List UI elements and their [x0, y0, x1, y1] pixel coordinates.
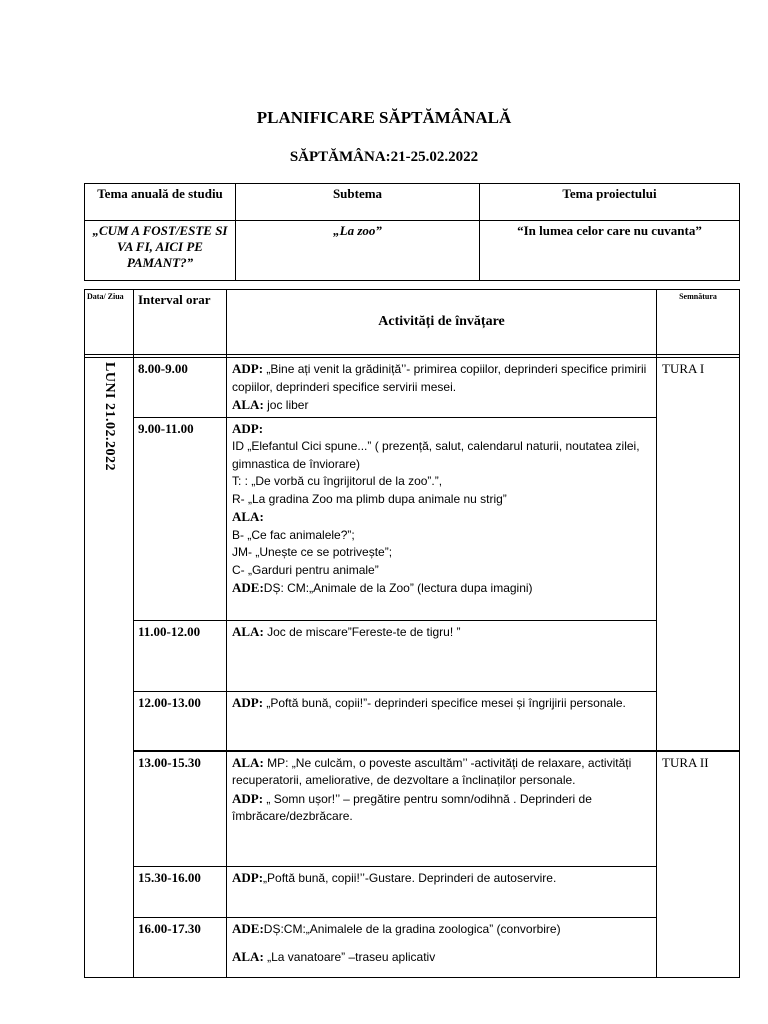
activity-text: JM- „Unește ce se potrivește”; [232, 545, 393, 559]
activity-line [232, 579, 651, 598]
table-row [85, 358, 740, 418]
table-row [85, 417, 740, 620]
header-annual-theme: Tema anuală de studiu [85, 184, 236, 221]
table-row [85, 691, 740, 751]
activity-cell [227, 866, 657, 917]
activity-text: „La vanatoare” –traseu aplicativ [263, 950, 436, 964]
annual-theme-value: „CUM A FOST/ESTE SI VA FI, AICI PE PAMANT?” [85, 221, 236, 281]
schedule-rows [85, 358, 740, 978]
activity-text: T: : „De vorbă cu îngrijitorul de la zoo”.”, [232, 474, 443, 488]
interval-cell: 12.00-13.00 [134, 691, 227, 751]
activity-line [232, 420, 651, 439]
activity-text: C- „Garduri pentru animale” [232, 562, 379, 577]
interval-cell: 16.00-17.30 [134, 917, 227, 977]
activity-line [232, 360, 651, 396]
activity-text: B- „Ce fac animalele?”; [232, 527, 355, 542]
activity-tag: ADP: [232, 869, 264, 885]
activity-line [232, 508, 651, 527]
table-row [85, 620, 740, 691]
activity-line [232, 694, 651, 713]
activity-text: Joc de miscare”Fereste-te de tigru! ” [263, 624, 461, 639]
activity-line [232, 754, 651, 790]
activity-line [232, 948, 651, 967]
header-activities: Activități de învățare [227, 290, 657, 355]
activity-cell [227, 751, 657, 867]
activity-tag: ALA: [232, 623, 264, 639]
activity-line [232, 562, 651, 580]
document-title: PLANIFICARE SĂPTĂMÂNALĂ [256, 108, 512, 127]
activity-line [232, 623, 651, 642]
activity-line [232, 920, 651, 939]
activity-tag: ADP: [232, 694, 264, 710]
activity-line [232, 790, 651, 826]
day-label: LUNI 21.02.2022 [102, 362, 117, 472]
shift-2-cell: TURA II [657, 751, 740, 978]
activity-line [232, 396, 651, 415]
table-row [85, 917, 740, 977]
activity-text: MP: „Ne culcăm, o poveste ascultăm’’ -activități de relaxare, activități recuperatorii, ameliorative, de dezvoltare a înclinaților personale. [232, 755, 632, 787]
table-row [85, 866, 740, 917]
activity-text: „Bine ați venit la grădiniță’’- primirea copiilor, deprinderi specifice primirii copiilor, deprinderi specifice servirii mesei. [232, 362, 647, 394]
activity-tag: ALA: [232, 397, 264, 412]
header-interval: Interval orar [134, 290, 227, 355]
project-theme-value: “In lumea celor care nu cuvanta” [480, 221, 740, 281]
interval-cell: 9.00-11.00 [134, 417, 227, 620]
activity-tag: ADP: [232, 420, 264, 436]
activity-text: DȘ:CM:„Animalele de la gradina zoologica” (convorbire) [263, 921, 561, 936]
activity-cell [227, 917, 657, 977]
activity-text: DȘ: CM:„Animale de la Zoo” (lectura dupa imagini) [263, 581, 533, 595]
table-row [85, 751, 740, 867]
activity-text: „Poftă bună, copii!’’-Gustare. Deprinderi de autoservire. [263, 870, 557, 885]
interval-cell: 8.00-9.00 [134, 358, 227, 418]
header-subtheme: Subtema [236, 184, 480, 221]
activity-line [232, 438, 651, 473]
activity-text: „ Somn ușor!’’ – pregătire pentru somn/odihnă . Deprinderi de îmbrăcare/dezbrăcare. [232, 791, 592, 823]
schedule-table [84, 289, 740, 978]
day-cell [85, 358, 134, 978]
theme-table [84, 183, 740, 281]
activity-text: joc liber [263, 398, 309, 412]
activity-text: „Poftă bună, copii!”- deprinderi specifice mesei și îngrijirii personale. [263, 695, 626, 710]
activity-cell [227, 620, 657, 691]
activity-cell [227, 358, 657, 418]
header-project-theme: Tema proiectului [480, 184, 740, 221]
activity-tag: ADE: [232, 580, 264, 595]
activity-tag: ADP: [232, 790, 264, 806]
interval-cell: 11.00-12.00 [134, 620, 227, 691]
activity-cell [227, 417, 657, 620]
shift-1-cell: TURA I [657, 358, 740, 751]
activity-line [232, 473, 651, 491]
activity-tag: ALA: [232, 949, 264, 964]
interval-cell: 15.30-16.00 [134, 866, 227, 917]
activity-tag: ALA: [232, 754, 264, 770]
activity-line [232, 527, 651, 545]
week-label: SĂPTĂMÂNA:21-25.02.2022 [289, 149, 479, 165]
activity-line [232, 938, 651, 948]
activity-text: ID „Elefantul Cici spune...” ( prezență, salut, calendarul naturii, noutatea zilei, gimnastica de înviorare) [232, 439, 640, 471]
header-date: Data/ Ziua [85, 290, 134, 355]
activity-tag: ALA: [232, 509, 264, 524]
activity-line [232, 491, 651, 509]
activity-text: R- „La gradina Zoo ma plimb dupa animale nu strig” [232, 491, 507, 506]
activity-cell [227, 691, 657, 751]
interval-cell: 13.00-15.30 [134, 751, 227, 867]
subtheme-value: „La zoo” [236, 221, 480, 281]
activity-line [232, 544, 651, 562]
header-signature: Semnătura [657, 290, 740, 355]
activity-line [232, 869, 651, 888]
activity-tag: ADE: [232, 920, 264, 936]
activity-tag: ADP: [232, 361, 264, 376]
